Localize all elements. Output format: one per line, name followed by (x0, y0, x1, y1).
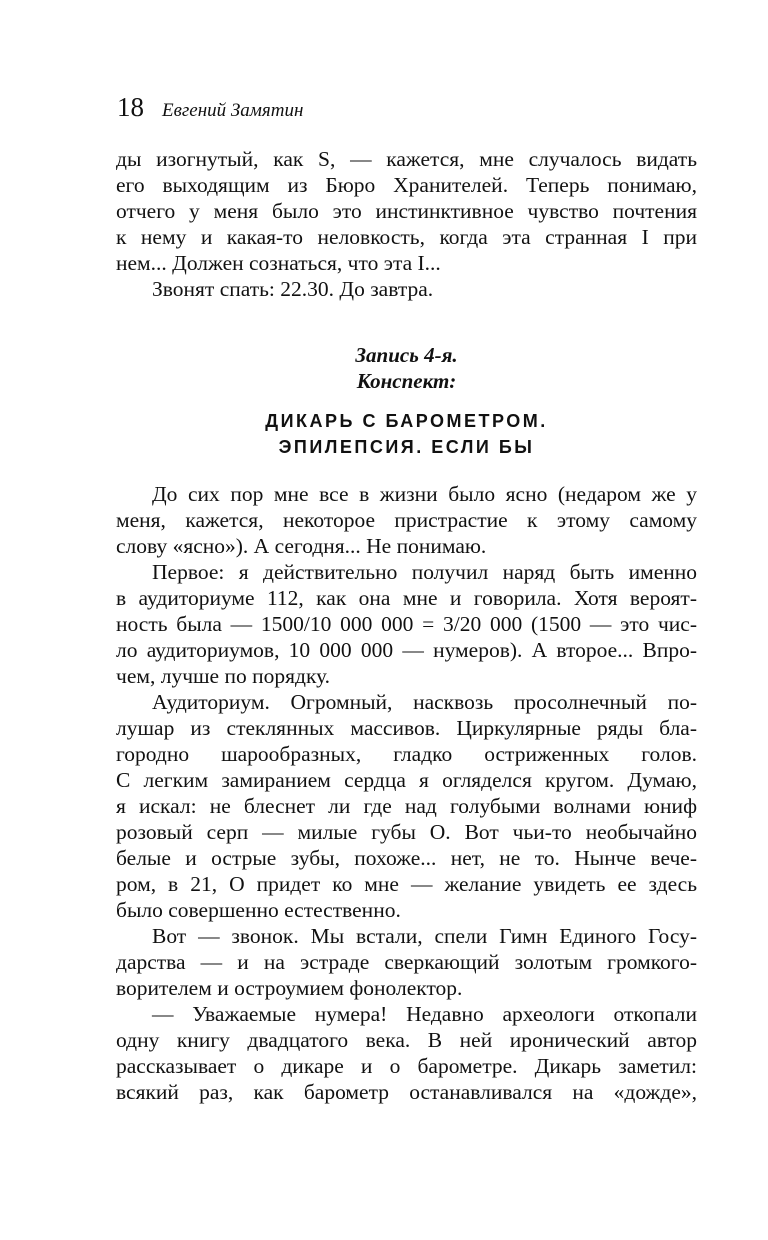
header-author-name: Евгений Замятин (162, 100, 304, 121)
text-line: ность была — 1500/10 000 000 = 3/20 000 (1500 — это чис- (116, 612, 697, 636)
entry-label: Конспект: (356, 369, 457, 393)
continuation-paragraph (116, 146, 697, 302)
text-line: Первое: я действительно получил наряд быть именно (152, 560, 697, 584)
entry-number: Запись 4-я. (355, 343, 458, 367)
running-header (117, 92, 303, 124)
text-line: его выходящим из Бюро Хранителей. Теперь понимаю, (116, 173, 697, 197)
entry-heading (116, 342, 697, 394)
body-text (116, 481, 697, 1105)
text-line: ром, в 21, О придет ко мне — желание увидеть ее здесь (116, 872, 697, 896)
text-line: слову «ясно»). А сегодня... Не понимаю. (116, 534, 487, 558)
chapter-title-line: ДИКАРЬ С БАРОМЕТРОМ. (265, 411, 548, 431)
text-line: чем, лучше по порядку. (116, 664, 331, 688)
text-line: Вот — звонок. Мы встали, спели Гимн Единого Госу- (152, 924, 697, 948)
text-line: ло аудиториумов, 10 000 000 — нумеров). А второе... Впро- (116, 638, 697, 662)
text-line: всякий раз, как барометр останавливался на «дожде», (116, 1080, 697, 1104)
text-line: До сих пор мне все в жизни было ясно (недаром же у (152, 482, 697, 506)
text-line: ворителем и остроумием фонолектор. (116, 976, 463, 1000)
text-line: Аудиториум. Огромный, насквозь просолнечный по- (152, 690, 697, 714)
text-line: в аудиториуме 112, как она мне и говорила. Хотя вероят- (116, 586, 697, 610)
text-line: — Уважаемые нумера! Недавно археологи откопали (152, 1002, 697, 1026)
text-line: одну книгу двадцатого века. В ней иронический автор (116, 1028, 697, 1052)
text-line: меня, кажется, некоторое пристрастие к этому самому (116, 508, 697, 532)
text-line: розовый серп — милые губы О. Вот чьи-то необычайно (116, 820, 697, 844)
text-line: к нему и какая-то неловкость, когда эта странная I при (116, 225, 697, 249)
chapter-title (116, 408, 697, 460)
text-line: городно шарообразных, гладко остриженных голов. (116, 742, 697, 766)
text-line: дарства — и на эстраде сверкающий золотым громкого- (116, 950, 697, 974)
text-line: ды изогнутый, как S, — кажется, мне случалось видать (116, 147, 697, 171)
text-line: Звонят спать: 22.30. До завтра. (152, 277, 434, 301)
text-line: я искал: не блеснет ли где над голубыми волнами юниф (116, 794, 697, 818)
text-line: белые и острые зубы, похоже... нет, не то. Нынче вече- (116, 846, 697, 870)
text-line: было совершенно естественно. (116, 898, 401, 922)
text-line: рассказывает о дикаре и о барометре. Дикарь заметил: (116, 1054, 697, 1078)
text-line: отчего у меня было это инстинктивное чувство почтения (116, 199, 697, 223)
text-line: нем... Должен сознаться, что эта I... (116, 251, 441, 275)
text-line: С легким замиранием сердца я огляделся кругом. Думаю, (116, 768, 697, 792)
chapter-title-line: ЭПИЛЕПСИЯ. ЕСЛИ БЫ (278, 437, 535, 457)
page-number: 18 (117, 92, 144, 122)
text-line: лушар из стеклянных массивов. Циркулярные ряды бла- (116, 716, 697, 740)
